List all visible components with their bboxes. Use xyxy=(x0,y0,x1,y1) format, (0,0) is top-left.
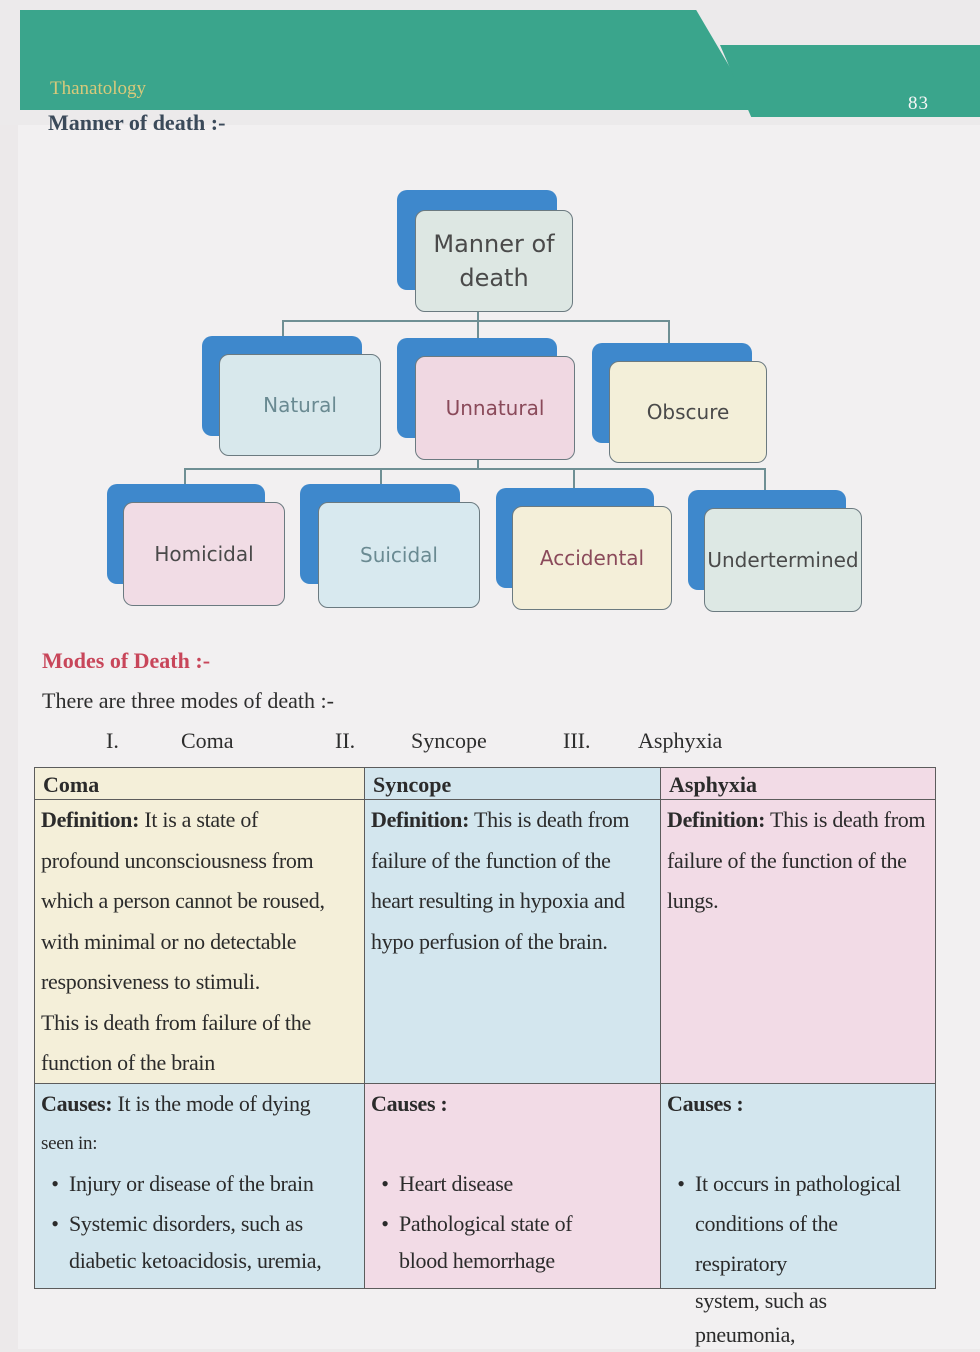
node-label: Homicidal xyxy=(154,542,254,566)
causes-cell-asphyxia: Causes : • It occurs in pathological conditions of the respiratory system, such as pneumonia, xyxy=(660,1083,936,1289)
list-item: • Injury or disease of the brain xyxy=(51,1171,314,1196)
mode-name-1: Coma xyxy=(181,728,234,753)
list-item: • It occurs in pathological xyxy=(677,1171,901,1196)
list-item: blood hemorrhage xyxy=(399,1248,555,1273)
connector xyxy=(477,320,479,338)
chapter-title: Thanatology xyxy=(50,78,147,99)
node-label: Unnatural xyxy=(445,396,545,420)
list-item: conditions of the respiratory xyxy=(695,1211,838,1276)
list-item: • Heart disease xyxy=(381,1171,513,1196)
list-item: • Pathological state of xyxy=(381,1211,573,1236)
header-cell-syncope: Syncope xyxy=(364,767,662,801)
node-label: Manner of death xyxy=(433,230,555,292)
header-cell-asphyxia: Asphyxia xyxy=(660,767,936,801)
definition-cell-syncope: Definition: This is death from failure of the function of the heart resulting in hypoxia and hypo perfusion of the brain. xyxy=(364,799,662,1085)
definition-cell-coma: Definition: It is a state of profound unconsciousness from which a person cannot be roused, with minimal or no detectable responsiveness to stimuli. This is death from failure of the function of the brain xyxy=(34,799,366,1085)
list-item: diabetic ketoacidosis, uremia, xyxy=(69,1248,322,1273)
connector xyxy=(573,468,575,490)
mode-numeral-3: III. xyxy=(563,728,591,753)
node-label: Accidental xyxy=(539,546,645,570)
mode-numeral-2: II. xyxy=(335,728,356,753)
modes-table xyxy=(34,767,936,1347)
modes-title: Modes of Death :- xyxy=(42,648,211,673)
node-label: Undertermined xyxy=(707,548,859,572)
connector xyxy=(668,320,670,344)
list-item: • Systemic disorders, such as xyxy=(51,1211,303,1236)
mode-numeral-1: I. xyxy=(106,728,119,753)
manner-of-death-diagram xyxy=(0,0,980,640)
page-number: 83 xyxy=(908,93,929,114)
node-label: Obscure xyxy=(646,400,730,424)
section-heading: Manner of death :- xyxy=(48,110,226,135)
node-label: Suicidal xyxy=(360,543,438,567)
definition-cell-asphyxia: Definition: This is death from failure of the function of the lungs. xyxy=(660,799,936,1085)
mode-name-2: Syncope xyxy=(411,728,487,753)
connector xyxy=(282,320,670,322)
mode-name-3: Asphyxia xyxy=(638,728,723,753)
connector xyxy=(764,468,766,492)
header-cell-coma: Coma xyxy=(34,767,366,801)
modes-intro: There are three modes of death :- xyxy=(42,688,334,713)
connector xyxy=(184,468,766,470)
causes-cell-coma: Causes: It is the mode of dying seen in: • Injury or disease of the brain • Systemic disorders, such as diabetic ketoacidosis, uremia, xyxy=(34,1083,366,1289)
causes-cell-syncope: Causes : • Heart disease • Pathological state of blood hemorrhage xyxy=(364,1083,662,1289)
list-item: system, such as pneumonia, xyxy=(695,1288,827,1347)
node-label: Natural xyxy=(263,393,337,417)
